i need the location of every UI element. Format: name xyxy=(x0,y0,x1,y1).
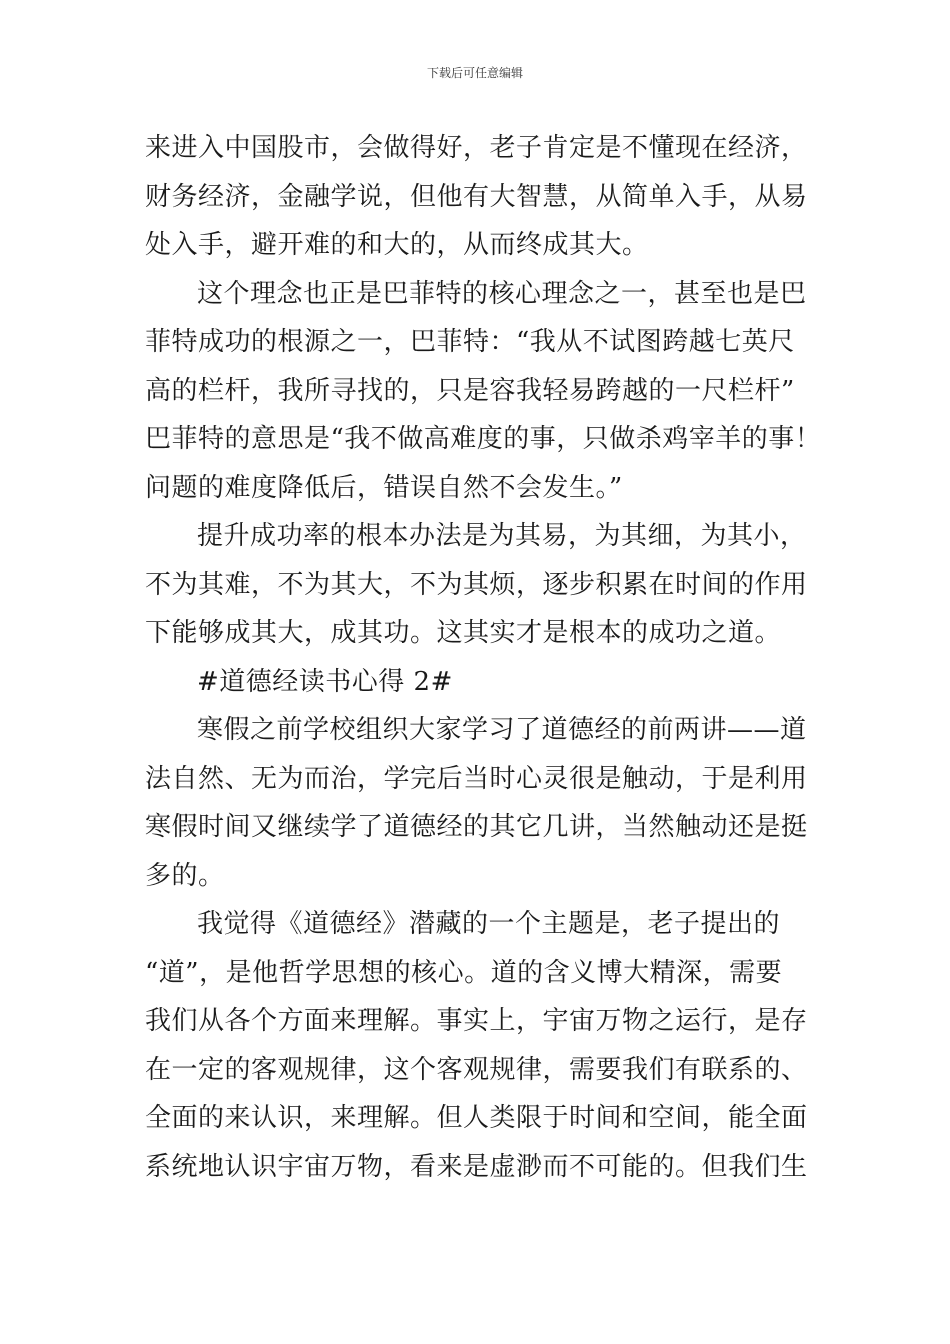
text-line: 高的栏杆，我所寻找的，只是容我轻易跨越的一尺栏杆” xyxy=(145,375,795,406)
text-line: 巴菲特的意思是“我不做高难度的事，只做杀鸡宰羊的事！ xyxy=(145,424,822,454)
text-line: 寒假时间又继续学了道德经的其它几讲，当然触动还是挺 xyxy=(145,812,808,842)
paragraph-first-line: 这个理念也正是巴菲特的核心理念之一，甚至也是巴 xyxy=(197,278,807,309)
text-line: 在一定的客观规律，这个客观规律，需要我们有联系的、 xyxy=(145,1054,808,1085)
text-line: 不为其难，不为其大，不为其烦，逐步积累在时间的作用 xyxy=(145,569,808,600)
text-line: 系统地认识宇宙万物，看来是虚渺而不可能的。但我们生 xyxy=(145,1151,808,1182)
text-line: 多的。 xyxy=(145,860,225,891)
paragraph-first-line: 提升成功率的根本办法是为其易，为其细，为其小， xyxy=(197,521,807,551)
text-line: 全面的来认识，来理解。但人类限于时间和空间，能全面 xyxy=(145,1103,808,1133)
paragraph-first-line: 寒假之前学校组织大家学习了道德经的前两讲——道 xyxy=(197,715,807,745)
text-line: 我们从各个方面来理解。事实上，宇宙万物之运行，是存 xyxy=(145,1006,808,1036)
text-line: 处入手，避开难的和大的，从而终成其大。 xyxy=(145,230,649,260)
section-heading: #道德经读书心得 2# xyxy=(197,666,453,697)
document-body xyxy=(145,124,822,1191)
text-line: 法自然、无为而治，学完后当时心灵很是触动，于是利用 xyxy=(145,763,808,794)
text-line: 财务经济，金融学说，但他有大智慧，从简单入手，从易 xyxy=(145,181,808,212)
text-line: 菲特成功的根源之一，巴菲特：“我从不试图跨越七英尺 xyxy=(145,327,795,357)
paragraph-first-line: 我觉得《道德经》潜藏的一个主题是，老子提出的 xyxy=(197,909,781,939)
text-line: 来进入中国股市，会做得好，老子肯定是不懂现在经济， xyxy=(145,133,808,163)
page-header: 下载后可任意编辑 xyxy=(426,66,523,80)
text-line: 问题的难度降低后，错误自然不会发生。” xyxy=(145,472,623,503)
text-line: “道”，是他哲学思想的核心。道的含义博大精深，需要 xyxy=(145,957,783,988)
text-line: 下能够成其大，成其功。这其实才是根本的成功之道。 xyxy=(145,618,782,648)
